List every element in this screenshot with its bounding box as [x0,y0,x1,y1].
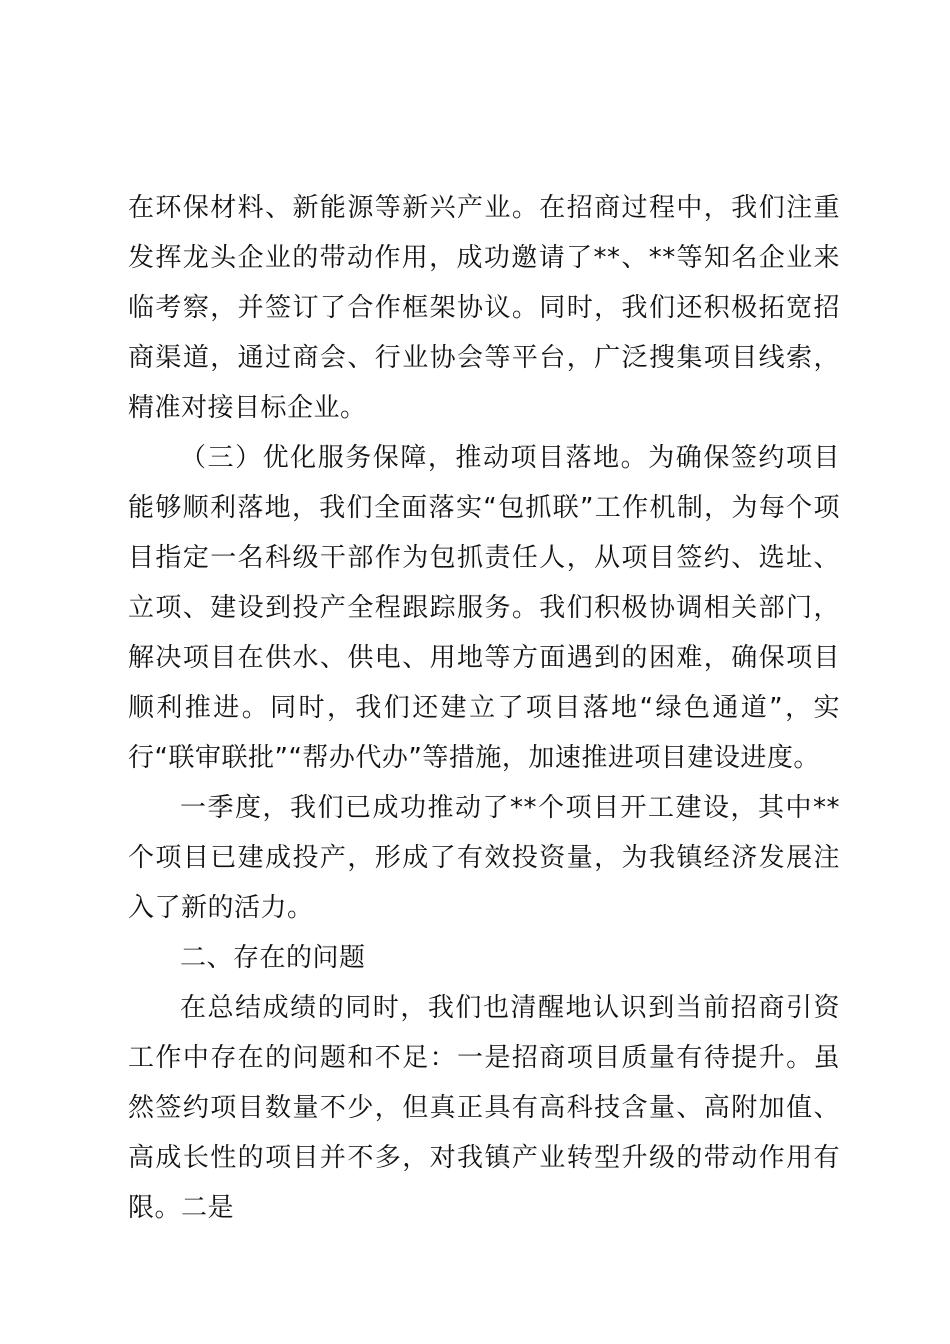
paragraph-problems: 在总结成绩的同时，我们也清醒地认识到当前招商引资工作中存在的问题和不足：一是招商项目质量有待提升。虽然签约项目数量不少，但真正具有高科技含量、高附加值、高成长性的项目并不多，对我镇产业转型升级的带动作用有限。二是 [128,993,840,1223]
paragraph-continuation: 在环保材料、新能源等新兴产业。在招商过程中，我们注重发挥龙头企业的带动作用，成功邀请了**、**等知名企业来临考察，并签订了合作框架协议。同时，我们还积极拓宽招商渠道，通过商会、行业协会等平台，广泛搜集项目线索，精准对接目标企业。 [128,193,840,423]
document-body [128,183,840,1233]
section-heading-problems: 二、存在的问题 [180,943,366,973]
paragraph-service-guarantee: （三）优化服务保障，推动项目落地。为确保签约项目能够顺利落地，我们全面落实“包抓联”工作机制，为每个项目指定一名科级干部作为包抓责任人，从项目签约、选址、立项、建设到投产全程跟踪服务。我们积极协调相关部门，解决项目在供水、供电、用地等方面遇到的困难，确保项目顺利推进。同时，我们还建立了项目落地“绿色通道”，实行“联审联批”“帮办代办”等措施，加速推进项目建设进度。 [128,443,840,773]
paragraph-first-quarter: 一季度，我们已成功推动了**个项目开工建设，其中**个项目已建成投产，形成了有效投资量，为我镇经济发展注入了新的活力。 [128,793,840,923]
